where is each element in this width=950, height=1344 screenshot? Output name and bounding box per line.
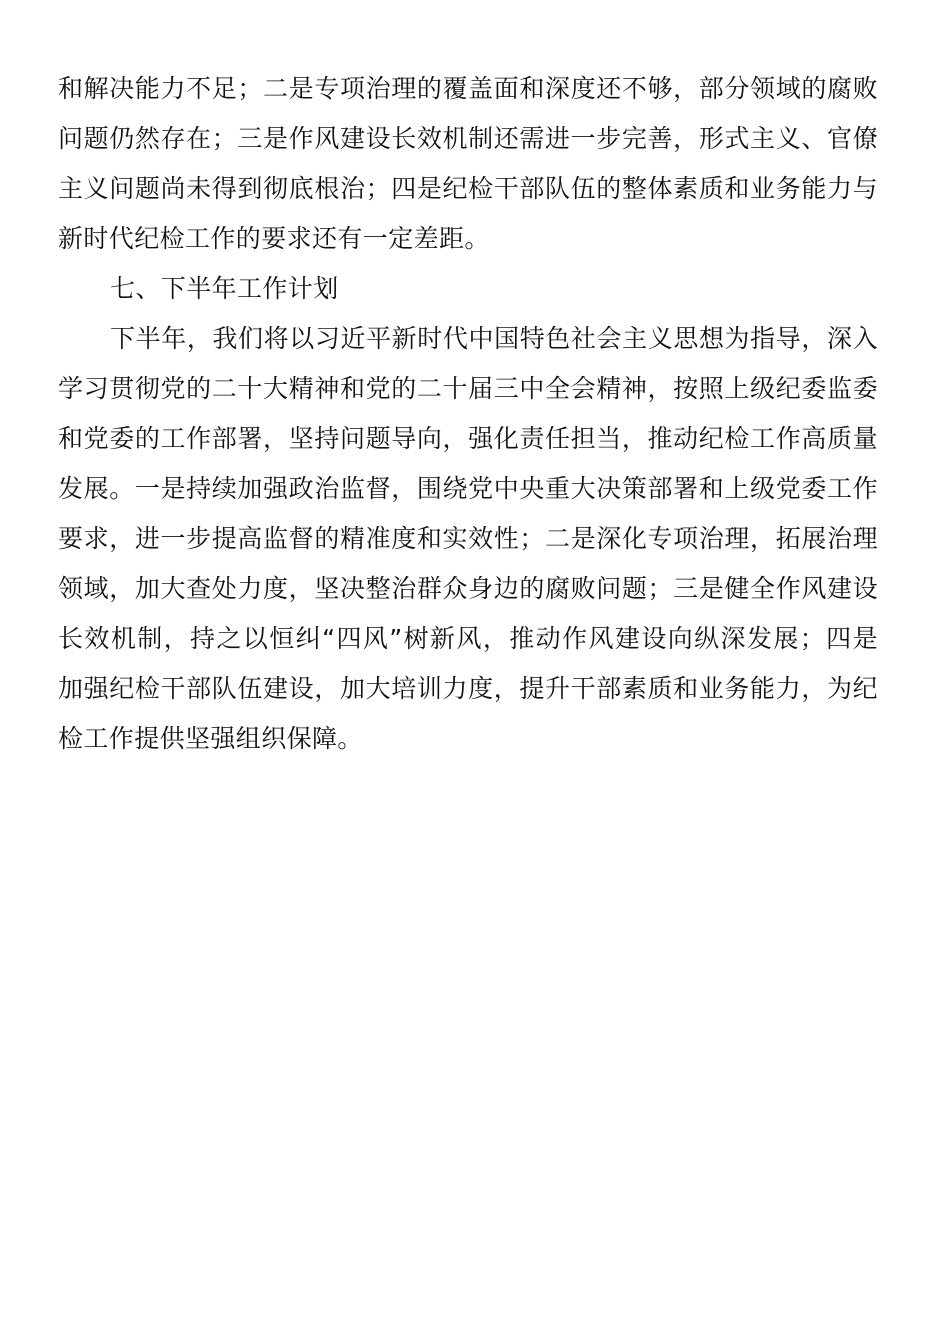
text-line: 检工作提供坚强组织保障。: [58, 724, 363, 753]
text-line: 和解决能力不足；二是专项治理的覆盖面和深度还不够，部分领域的腐败: [58, 74, 878, 103]
document-body: [58, 64, 878, 764]
text-line: 长效机制，持之以恒纠“四风”树新风，推动作风建设向纵深发展；四是: [58, 624, 878, 653]
paragraph-issues: [58, 64, 878, 264]
text-line: 主义问题尚未得到彻底根治；四是纪检干部队伍的整体素质和业务能力与: [58, 174, 878, 203]
text-line: 发展。一是持续加强政治监督，围绕党中央重大决策部署和上级党委工作: [58, 474, 878, 503]
text-line: 新时代纪检工作的要求还有一定差距。: [58, 224, 490, 253]
text-line: 问题仍然存在；三是作风建设长效机制还需进一步完善，形式主义、官僚: [58, 124, 878, 153]
text-line: 领域，加大查处力度，坚决整治群众身边的腐败问题；三是健全作风建设: [58, 574, 878, 603]
section-heading: 七、下半年工作计划: [110, 274, 339, 303]
text-line: 要求，进一步提高监督的精准度和实效性；二是深化专项治理，拓展治理: [58, 524, 878, 553]
paragraph-plan: [58, 314, 878, 764]
text-line: 加强纪检干部队伍建设，加大培训力度，提升干部素质和业务能力，为纪: [58, 674, 878, 703]
text-line: 学习贯彻党的二十大精神和党的二十届三中全会精神，按照上级纪委监委: [58, 374, 878, 403]
text-line: 和党委的工作部署，坚持问题导向，强化责任担当，推动纪检工作高质量: [58, 424, 878, 453]
text-line: 下半年，我们将以习近平新时代中国特色社会主义思想为指导，深入: [110, 324, 878, 353]
